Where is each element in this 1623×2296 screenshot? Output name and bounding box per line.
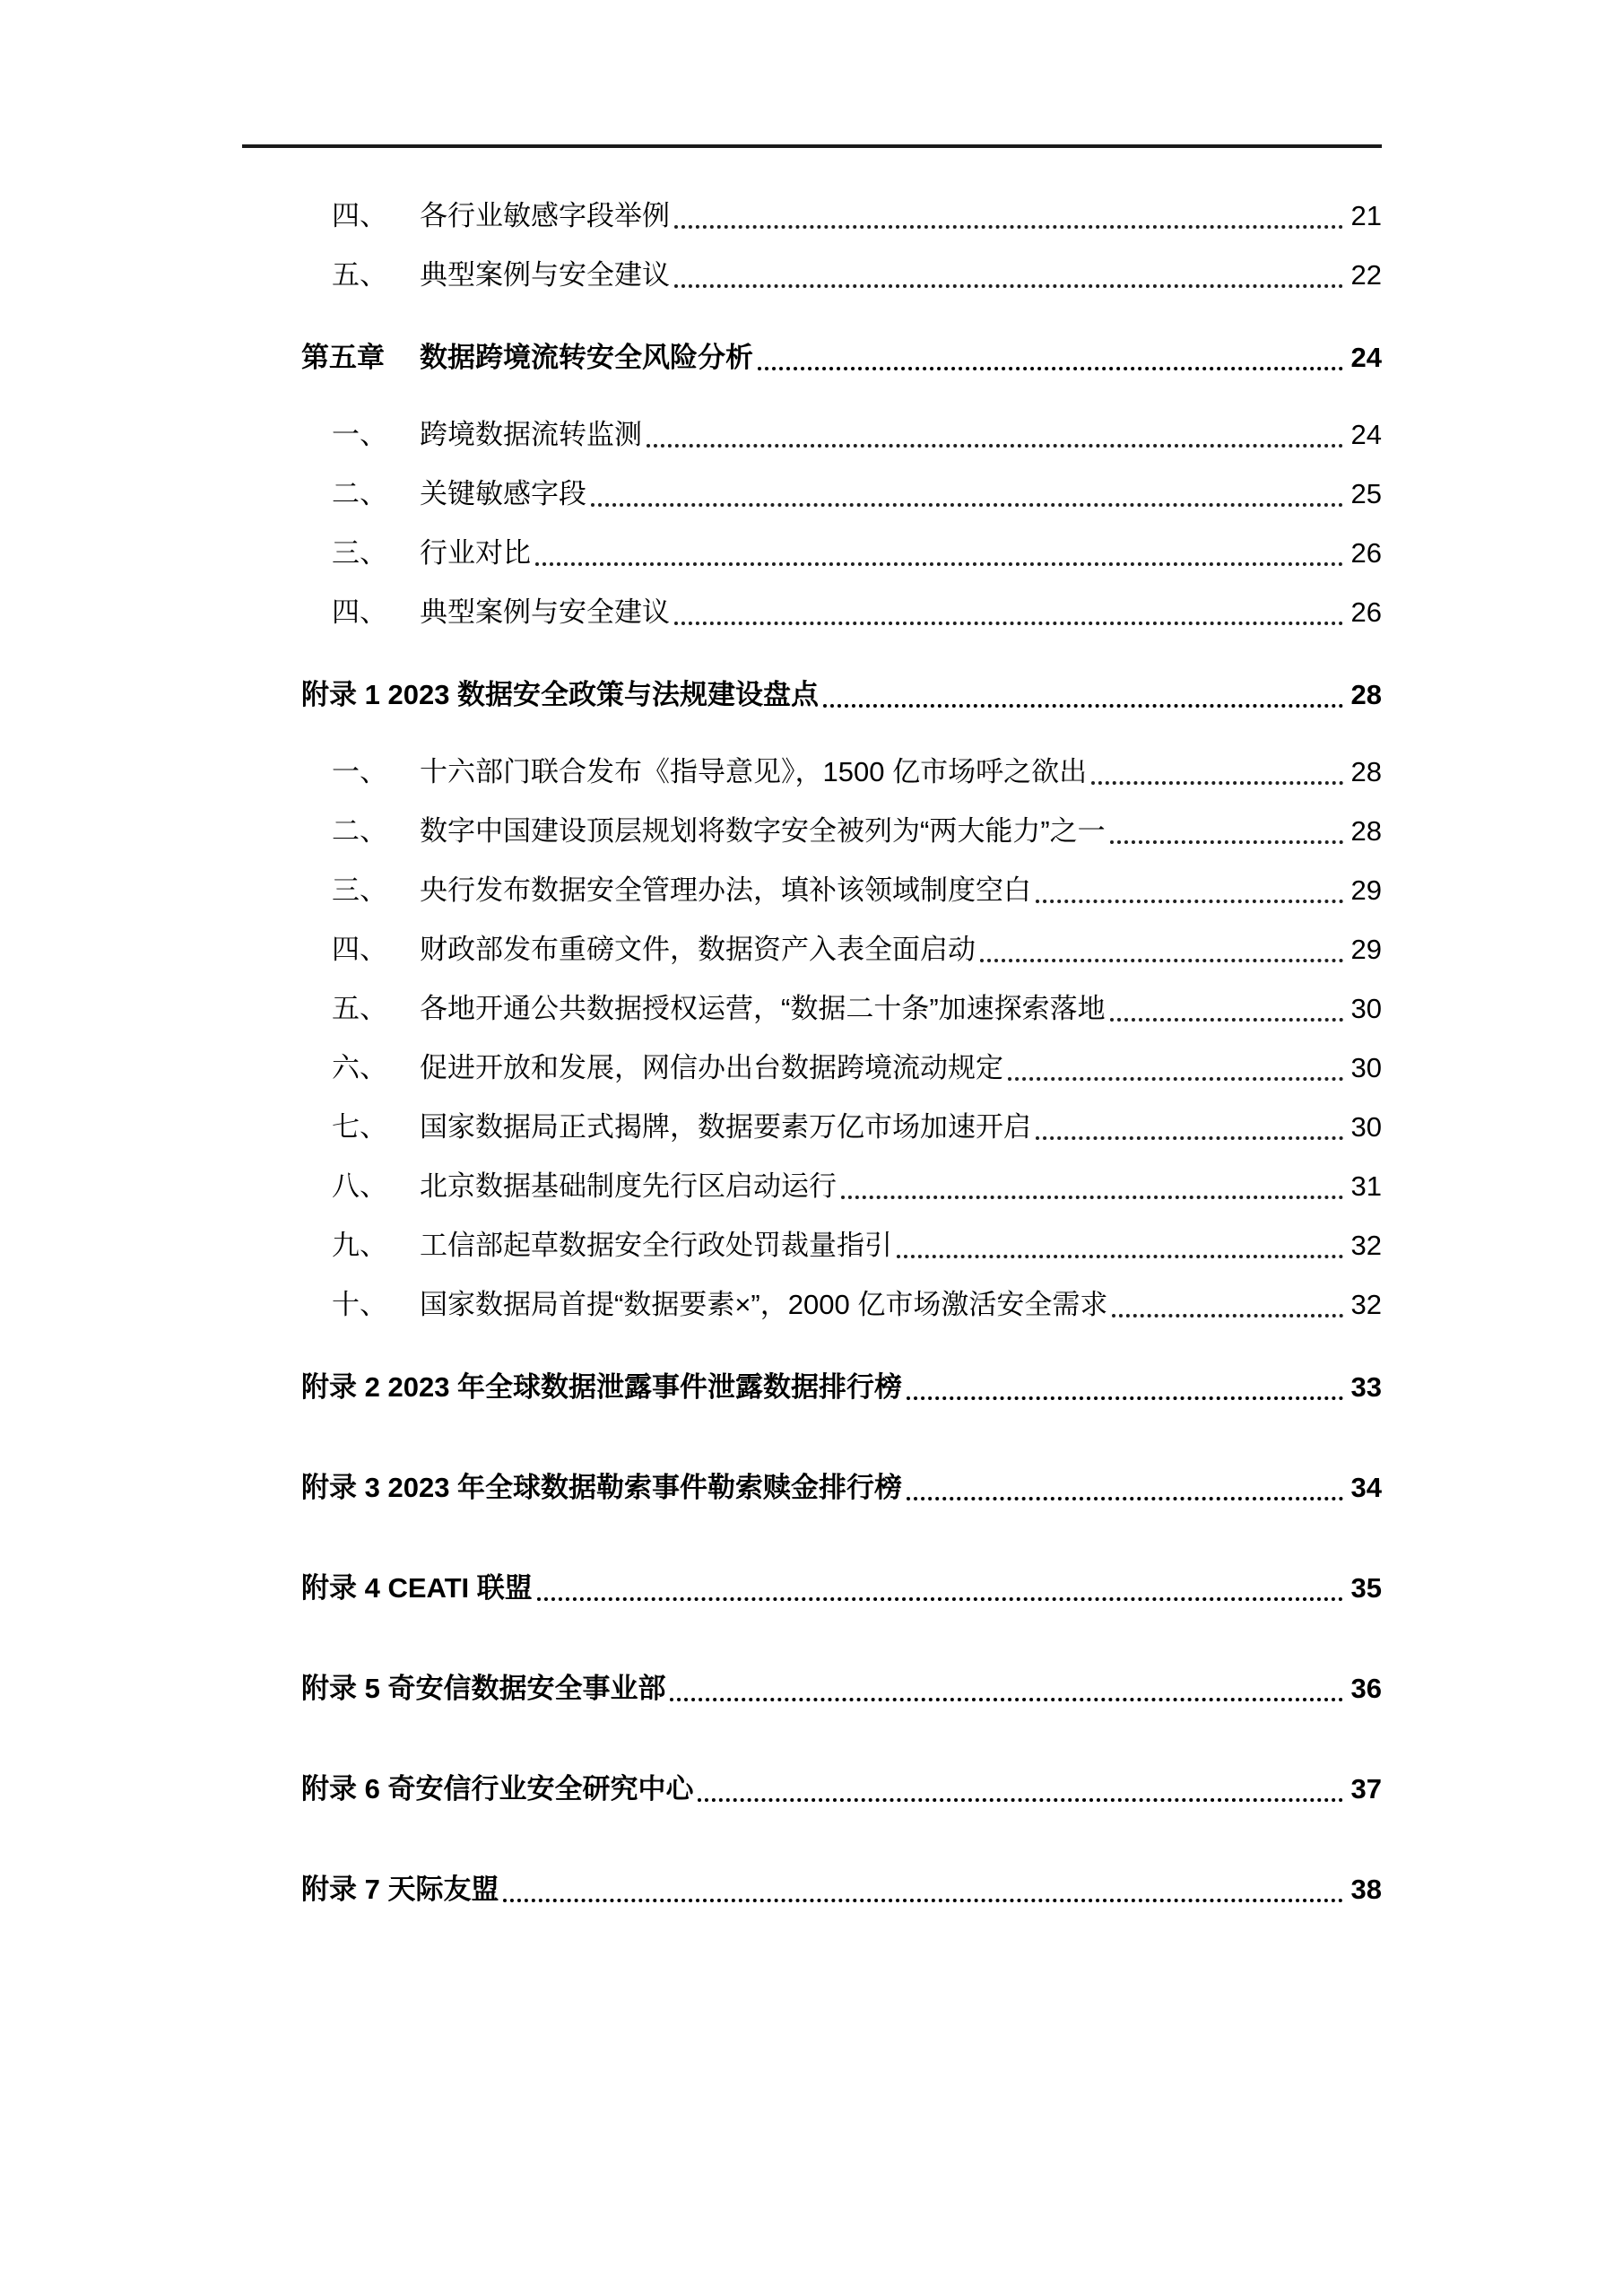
entry-page-number: 38 <box>1350 1874 1382 1905</box>
toc-heading-entry[interactable] <box>242 1770 1382 1809</box>
dot-leader <box>841 1167 1343 1199</box>
entry-page-number: 37 <box>1350 1773 1382 1805</box>
entry-title: 跨境数据流转监测 <box>420 419 642 450</box>
entry-title: 国家数据局首提“数据要素×”，2000 亿市场激活安全需求 <box>420 1289 1108 1320</box>
entry-page-number: 32 <box>1350 1289 1382 1320</box>
entry-number: 四、 <box>332 934 387 965</box>
dot-leader <box>907 1368 1342 1400</box>
dot-leader <box>674 256 1343 288</box>
entry-number: 二、 <box>332 815 387 847</box>
toc-heading-entry[interactable] <box>242 1569 1382 1608</box>
entry-page-number: 29 <box>1350 874 1382 906</box>
toc-sub-entry[interactable] <box>242 196 1382 236</box>
entry-page-number: 28 <box>1350 815 1382 847</box>
entry-page-number: 30 <box>1350 1052 1382 1083</box>
entry-page-number: 28 <box>1350 679 1382 710</box>
entry-page-number: 30 <box>1350 993 1382 1024</box>
entry-number: 六、 <box>332 1052 387 1083</box>
entry-title: 国家数据局正式揭牌，数据要素万亿市场加速开启 <box>420 1111 1031 1143</box>
toc-heading-entry[interactable] <box>242 1368 1382 1407</box>
entry-number: 五、 <box>332 259 387 291</box>
toc-heading-entry[interactable] <box>242 1669 1382 1709</box>
entry-title: 附录 6 奇安信行业安全研究中心 <box>301 1773 694 1805</box>
entry-number: 五、 <box>332 993 387 1024</box>
toc-sub-entry[interactable] <box>242 871 1382 910</box>
entry-title: 附录 5 奇安信数据安全事业部 <box>301 1673 666 1704</box>
toc-sub-entry[interactable] <box>242 474 1382 514</box>
toc-sub-entry[interactable] <box>242 415 1382 455</box>
dot-leader <box>503 1870 1342 1902</box>
dot-leader <box>674 593 1343 625</box>
dot-leader <box>1110 989 1343 1022</box>
dot-leader <box>535 534 1343 566</box>
toc-sub-entry[interactable] <box>242 930 1382 970</box>
entry-page-number: 36 <box>1350 1673 1382 1704</box>
entry-page-number: 26 <box>1350 596 1382 628</box>
entry-page-number: 34 <box>1350 1472 1382 1503</box>
dot-leader <box>537 1569 1343 1601</box>
entry-page-number: 31 <box>1350 1170 1382 1202</box>
toc-sub-entry[interactable] <box>242 1285 1382 1325</box>
entry-page-number: 33 <box>1350 1371 1382 1403</box>
entry-page-number: 35 <box>1350 1572 1382 1604</box>
toc-sub-entry[interactable] <box>242 752 1382 792</box>
entry-title: 典型案例与安全建议 <box>420 259 670 291</box>
entry-number: 七、 <box>332 1111 387 1143</box>
dot-leader <box>1110 812 1343 844</box>
toc-sub-entry[interactable] <box>242 256 1382 295</box>
entry-page-number: 24 <box>1350 342 1382 373</box>
entry-number: 四、 <box>332 200 387 231</box>
dot-leader <box>980 930 1343 962</box>
toc-heading-entry[interactable] <box>242 675 1382 715</box>
toc-sub-entry[interactable] <box>242 593 1382 632</box>
toc-heading-entry[interactable] <box>242 1870 1382 1909</box>
dot-leader <box>1091 752 1342 785</box>
entry-title: 各行业敏感字段举例 <box>420 200 670 231</box>
dot-leader <box>1036 1108 1343 1140</box>
toc-heading-entry[interactable] <box>242 338 1382 378</box>
entry-number: 一、 <box>332 419 387 450</box>
toc-sub-entry[interactable] <box>242 812 1382 851</box>
entry-title: 促进开放和发展，网信办出台数据跨境流动规定 <box>420 1052 1003 1083</box>
dot-leader <box>1036 871 1343 903</box>
entry-number: 十、 <box>332 1289 387 1320</box>
entry-title: 附录 1 2023 数据安全政策与法规建设盘点 <box>301 679 820 710</box>
entry-page-number: 28 <box>1350 756 1382 787</box>
entry-title: 数据跨境流转安全风险分析 <box>420 342 753 373</box>
entry-title: 财政部发布重磅文件，数据资产入表全面启动 <box>420 934 976 965</box>
dot-leader <box>1008 1048 1343 1081</box>
dot-leader <box>1112 1285 1342 1318</box>
entry-title: 典型案例与安全建议 <box>420 596 670 628</box>
entry-title: 各地开通公共数据授权运营，“数据二十条”加速探索落地 <box>420 993 1106 1024</box>
entry-page-number: 25 <box>1350 478 1382 509</box>
entry-number: 三、 <box>332 537 387 569</box>
chapter-label: 第五章 <box>301 342 385 373</box>
toc-sub-entry[interactable] <box>242 1226 1382 1265</box>
toc-sub-entry[interactable] <box>242 1167 1382 1206</box>
dot-leader <box>823 675 1342 708</box>
entry-title: 附录 3 2023 年全球数据勒索事件勒索赎金排行榜 <box>301 1472 903 1503</box>
entry-title: 数字中国建设顶层规划将数字安全被列为“两大能力”之一 <box>420 815 1106 847</box>
entry-number: 四、 <box>332 596 387 628</box>
toc-sub-entry[interactable] <box>242 1108 1382 1147</box>
entry-page-number: 32 <box>1350 1230 1382 1261</box>
entry-title: 央行发布数据安全管理办法，填补该领域制度空白 <box>420 874 1031 906</box>
entry-title: 附录 4 CEATI 联盟 <box>301 1572 533 1604</box>
entry-title: 关键敏感字段 <box>420 478 586 509</box>
entry-title: 附录 2 2023 年全球数据泄露事件泄露数据排行榜 <box>301 1371 903 1403</box>
entry-page-number: 22 <box>1350 259 1382 291</box>
dot-leader <box>670 1669 1342 1701</box>
entry-number: 三、 <box>332 874 387 906</box>
entry-page-number: 24 <box>1350 419 1382 450</box>
toc-sub-entry[interactable] <box>242 1048 1382 1088</box>
toc-sub-entry[interactable] <box>242 534 1382 573</box>
entry-title: 十六部门联合发布《指导意见》，1500 亿市场呼之欲出 <box>420 756 1088 787</box>
dot-leader <box>698 1770 1342 1802</box>
dot-leader <box>674 196 1343 229</box>
entry-title: 工信部起草数据安全行政处罚裁量指引 <box>420 1230 892 1261</box>
entry-title: 附录 7 天际友盟 <box>301 1874 499 1905</box>
entry-page-number: 21 <box>1350 200 1382 231</box>
dot-leader <box>591 474 1343 507</box>
entry-number: 八、 <box>332 1170 387 1202</box>
toc-sub-entry[interactable] <box>242 989 1382 1029</box>
dot-leader <box>758 338 1343 370</box>
entry-page-number: 26 <box>1350 537 1382 569</box>
entry-title: 行业对比 <box>420 537 531 569</box>
toc-list <box>242 148 1382 1909</box>
entry-number: 九、 <box>332 1230 387 1261</box>
entry-title: 北京数据基础制度先行区启动运行 <box>420 1170 837 1202</box>
entry-page-number: 30 <box>1350 1111 1382 1143</box>
dot-leader <box>907 1468 1342 1500</box>
entry-page-number: 29 <box>1350 934 1382 965</box>
dot-leader <box>897 1226 1343 1258</box>
entry-number: 一、 <box>332 756 387 787</box>
dot-leader <box>647 415 1343 448</box>
entry-number: 二、 <box>332 478 387 509</box>
toc-heading-entry[interactable] <box>242 1468 1382 1508</box>
